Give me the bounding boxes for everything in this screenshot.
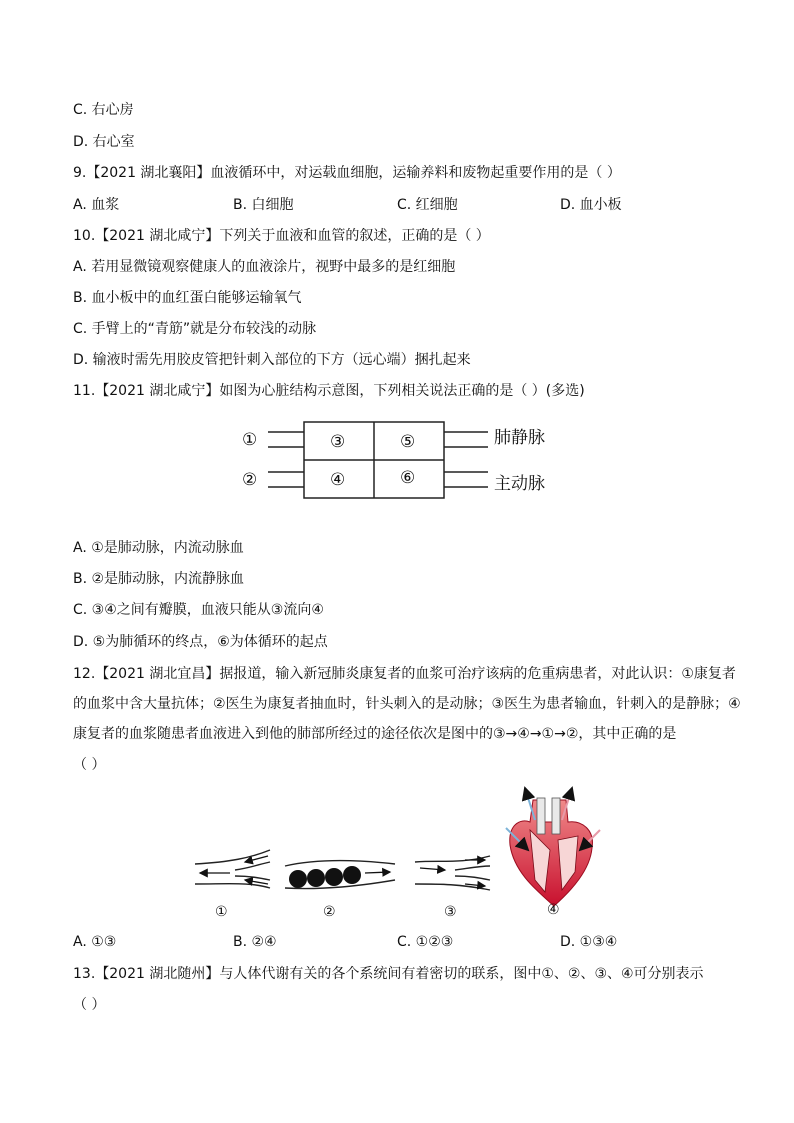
label-6: ⑥ bbox=[400, 468, 416, 488]
vessel-label-pulmonary-vein: 肺静脉 bbox=[494, 428, 545, 448]
q11-option-c: C. ③④之间有瓣膜，血液只能从③流向④ bbox=[73, 602, 324, 618]
q13-stem-line-2: （ ） bbox=[73, 997, 106, 1013]
q12-option-a: A. ①③ bbox=[73, 934, 117, 950]
vessel-3-shape bbox=[415, 856, 490, 890]
prev-option-c: C. 右心房 bbox=[73, 102, 134, 118]
q10-stem: 10.【2021 湖北咸宁】下列关于血液和血管的叙述，正确的是（ ） bbox=[73, 228, 490, 244]
q11-option-a: A. ①是肺动脉，内流动脉血 bbox=[73, 540, 244, 556]
q11-option-d: D. ⑤为肺循环的终点，⑥为体循环的起点 bbox=[73, 634, 328, 650]
q13-stem-line-1: 13.【2021 湖北随州】与人体代谢有关的各个系统间有着密切的联系，图中①、②、③、④可分别表示 bbox=[73, 966, 704, 982]
q12-stem-line-4: （ ） bbox=[73, 757, 106, 773]
q9-stem: 9.【2021 湖北襄阳】血液循环中，对运载血细胞，运输养料和废物起重要作用的是（ ） bbox=[73, 165, 621, 181]
label-5: ⑤ bbox=[400, 432, 416, 452]
vessel-label-aorta: 主动脉 bbox=[494, 474, 545, 494]
prev-option-d: D. 右心室 bbox=[73, 134, 135, 150]
fig-label-3: ③ bbox=[444, 904, 457, 920]
q12-option-d: D. ①③④ bbox=[560, 934, 618, 950]
vessel-2-shape bbox=[285, 861, 395, 889]
q10-option-b: B. 血小板中的血红蛋白能够运输氧气 bbox=[73, 290, 302, 306]
fig-label-4: ④ bbox=[547, 902, 560, 918]
q9-option-a: A. 血浆 bbox=[73, 197, 120, 213]
q11-option-b: B. ②是肺动脉，内流静脉血 bbox=[73, 571, 245, 587]
q12-stem-line-3: 康复者的血浆随患者血液进入到他的肺部所经过的途径依次是图中的③→④→①→②，其中正确的是 bbox=[73, 726, 677, 742]
q9-option-c: C. 红细胞 bbox=[397, 197, 458, 213]
vessel-1-shape bbox=[195, 850, 270, 888]
q12-stem-line-1: 12.【2021 湖北宜昌】据报道，输入新冠肺炎康复者的血浆可治疗该病的危重病患者，对此认识：①康复者 bbox=[73, 666, 736, 682]
label-3: ③ bbox=[330, 432, 346, 452]
fig-label-1: ① bbox=[215, 904, 228, 920]
label-2: ② bbox=[242, 470, 258, 490]
q12-option-c: C. ①②③ bbox=[397, 934, 454, 950]
q11-stem: 11.【2021 湖北咸宁】如图为心脏结构示意图，下列相关说法正确的是（ ）(多选) bbox=[73, 383, 585, 399]
blood-vessel-figure bbox=[190, 780, 640, 920]
q9-option-d: D. 血小板 bbox=[560, 197, 622, 213]
heart-shape bbox=[506, 788, 600, 906]
q10-option-a: A. 若用显微镜观察健康人的血液涂片，视野中最多的是红细胞 bbox=[73, 259, 456, 275]
label-1: ① bbox=[242, 430, 258, 450]
q10-option-d: D. 输液时需先用胶皮管把针刺入部位的下方（远心端）捆扎起来 bbox=[73, 352, 471, 368]
heart-structure-diagram bbox=[238, 420, 568, 502]
q9-option-b: B. 白细胞 bbox=[233, 197, 294, 213]
fig-label-2: ② bbox=[323, 904, 336, 920]
label-4: ④ bbox=[330, 470, 346, 490]
q10-option-c: C. 手臂上的“青筋”就是分布较浅的动脉 bbox=[73, 321, 317, 337]
q12-stem-line-2: 的血浆中含大量抗体；②医生为康复者抽血时，针头刺入的是动脉；③医生为患者输血，针刺入的是静脉；④ bbox=[73, 696, 741, 712]
q12-option-b: B. ②④ bbox=[233, 934, 277, 950]
